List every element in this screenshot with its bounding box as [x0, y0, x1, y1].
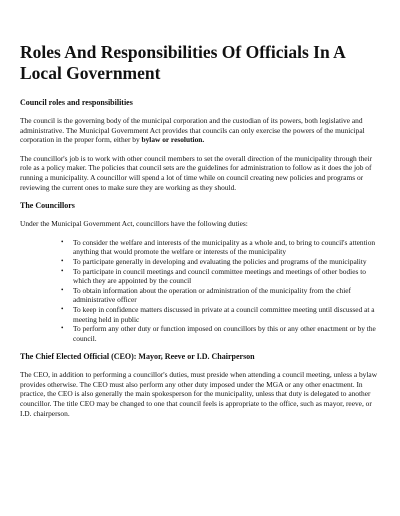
- list-item: • To keep in confidence matters discussed in private at a council committee meeting until discussed at a meeting held in public: [61, 304, 375, 324]
- duties-list: [20, 238, 380, 344]
- bullet-icon: •: [61, 266, 64, 275]
- list-item: • To obtain information about the operation or administration of the municipality from the chief administrative officer: [61, 285, 351, 305]
- bullet-icon: •: [61, 237, 64, 246]
- paragraph-ceo: The CEO, in addition to performing a councillor's duties, must preside when attending a council meeting, unless a bylaw provides otherwise. The CEO must also perform any other duty imposed under the MGA or any other enactment. In practice, the CEO is also generally the main spokesperson for the municipality, unless that duty is delegated to another councillor. The title CEO may be changed to one that council feels is appropriate to the office, such as mayor, reeve, or I.D. chairperson.: [20, 370, 378, 418]
- list-item: • To perform any other duty or function imposed on councillors by this or any other enactment or by the council.: [61, 324, 376, 343]
- paragraph-text: The council is the governing body of the municipal corporation and the custodian of its powers, both legislative and administrative. The Municipal Government Act provides that councils can only exercise the powers of the municipal corporation in the proper form, either by: [20, 116, 365, 145]
- list-item: • To participate in council meetings and council committee meetings and meetings of other bodies to which they are appointed by the council: [61, 266, 366, 286]
- heading-councillors: The Councillors: [20, 201, 75, 211]
- paragraph-councillors-intro: Under the Municipal Government Act, councillors have the following duties:: [20, 219, 248, 229]
- bullet-icon: •: [61, 324, 64, 333]
- paragraph-councillor-job: The councillor's job is to work with other council members to set the overall direction of the municipality through their role as a policy maker. The policies that council sets are the guidelines for administration to follow as it does the job of running a municipality. A councillor will spend a lot of time while on council creating new policies and programs or reviewing the current ones to make sure they are working as they should.: [20, 153, 373, 192]
- paragraph-council-governing-body: [20, 116, 380, 145]
- bullet-icon: •: [61, 256, 64, 265]
- document-title: Roles And Responsibilities Of Officials In A Local Government: [20, 42, 345, 83]
- list-item: • To consider the welfare and interests of the municipality as a whole and, to bring to council's attention anything that would promote the welfare or interests of the municipality: [61, 237, 376, 257]
- bullet-icon: •: [61, 304, 64, 313]
- list-item: • To participate generally in developing and evaluating the policies and programs of the municipality: [61, 256, 367, 266]
- document-page: [20, 42, 380, 427]
- bold-text-bylaw: bylaw or resolution.: [141, 135, 205, 145]
- bullet-icon: •: [61, 285, 64, 294]
- heading-ceo: The Chief Elected Official (CEO): Mayor, Reeve or I.D. Chairperson: [20, 352, 255, 362]
- heading-council-roles: Council roles and responsibilities: [20, 98, 133, 107]
